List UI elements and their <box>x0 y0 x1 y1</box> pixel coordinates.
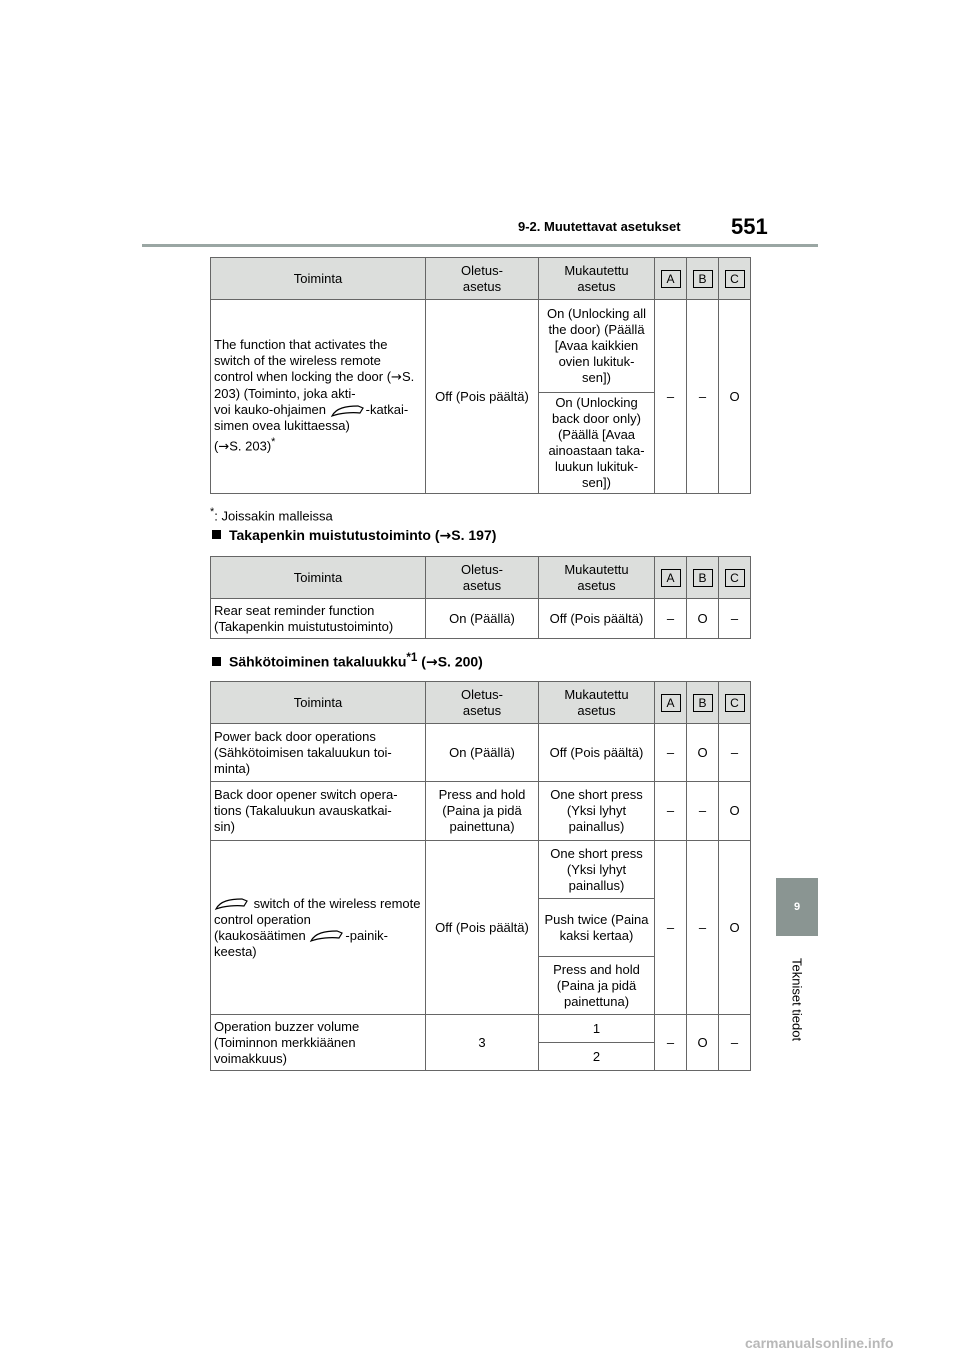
col-b-label: B <box>693 694 713 712</box>
col-a <box>655 682 687 724</box>
section-heading-sup: *1 <box>406 651 418 664</box>
remote-lock-icon <box>330 404 366 418</box>
cell-b: – <box>687 782 719 841</box>
function-text: switch of the wireless remote control operation <box>214 895 421 927</box>
col-default: Oletus- asetus <box>426 682 539 724</box>
col-a-label: A <box>661 569 681 587</box>
col-c <box>719 258 751 300</box>
default-cell: Press and hold (Paina ja pidä painettuna) <box>426 782 539 841</box>
table-header-row <box>211 682 751 724</box>
col-function: Toiminta <box>211 258 426 300</box>
function-text: -katkai- simen ovea lukittaessa) ( <box>214 402 409 454</box>
custom-cell: On (Unlocking all the door) (Päällä [Avaa kaikkien ovien lukituk- sen]) <box>539 300 655 393</box>
custom-cell: Press and hold (Paina ja pidä painettuna) <box>539 957 655 1015</box>
col-a-label: A <box>661 270 681 288</box>
section-heading-ref: S. 197) <box>451 527 497 543</box>
col-a <box>655 557 687 599</box>
remote-lock-icon <box>309 929 345 943</box>
col-c-label: C <box>725 270 745 288</box>
table-header-row <box>211 557 751 599</box>
cell-c: O <box>719 782 751 841</box>
cell-b: O <box>687 724 719 782</box>
col-b-label: B <box>693 270 713 288</box>
header-rule <box>142 244 818 247</box>
chapter-number: 9 <box>793 901 801 913</box>
cell-b: O <box>687 1015 719 1071</box>
cell-a: – <box>655 782 687 841</box>
custom-cell: 1 <box>539 1015 655 1043</box>
custom-cell: Off (Pois päältä) <box>539 724 655 782</box>
table-row <box>211 1015 751 1043</box>
col-custom: Mukautettu asetus <box>539 557 655 599</box>
function-text: S. 203) <box>229 438 272 454</box>
col-c <box>719 557 751 599</box>
cell-a: – <box>655 300 687 494</box>
cell-a: – <box>655 1015 687 1071</box>
function-text: The function that activates the switch of the wireless remote control when locking the door ( <box>214 337 392 385</box>
col-a <box>655 258 687 300</box>
cell-a: – <box>655 599 687 639</box>
custom-cell: One short press (Yksi lyhyt painallus) <box>539 841 655 899</box>
bullet-square-icon <box>212 657 221 666</box>
custom-cell: One short press (Yksi lyhyt painallus) <box>539 782 655 841</box>
watermark: carmanualsonline.info <box>745 1335 894 1351</box>
col-c-label: C <box>725 569 745 587</box>
section-heading-text: Sähkötoiminen takaluukku <box>229 653 407 670</box>
function-cell: Operation buzzer volume (Toiminnon merkkiäänen voimakkuus) <box>211 1015 426 1071</box>
col-function: Toiminta <box>211 682 426 724</box>
function-cell: Power back door operations (Sähkötoimisen takaluukun toi- minta) <box>211 724 426 782</box>
section-heading-ref: S. 200) <box>437 653 483 670</box>
cell-a: – <box>655 841 687 1015</box>
section-heading-text: ( <box>417 653 426 670</box>
cell-c: O <box>719 300 751 494</box>
custom-cell: On (Unlocking back door only) (Päällä [Avaa ainoastaan taka- luukun lukituk- sen]) <box>539 393 655 494</box>
col-custom: Mukautettu asetus <box>539 682 655 724</box>
cell-c: – <box>719 599 751 639</box>
function-cell: Rear seat reminder function (Takapenkin muistutustoiminto) <box>211 599 426 639</box>
col-b <box>687 258 719 300</box>
table-row <box>211 782 751 841</box>
function-cell <box>211 300 426 494</box>
table-row <box>211 841 751 899</box>
table-row <box>211 724 751 782</box>
table-row <box>211 599 751 639</box>
page-number: 551 <box>731 214 768 239</box>
settings-table-2 <box>210 556 751 639</box>
default-cell: On (Päällä) <box>426 724 539 782</box>
function-cell <box>211 841 426 1015</box>
footnote-mark: * <box>210 506 215 518</box>
bullet-square-icon <box>212 530 221 539</box>
cell-c: O <box>719 841 751 1015</box>
section-heading-text: Takapenkin muistutustoiminto ( <box>229 527 440 543</box>
col-b <box>687 557 719 599</box>
page-ref-arrow: → <box>439 528 452 544</box>
settings-table-3 <box>210 681 751 1071</box>
default-cell: Off (Pois päältä) <box>426 300 539 494</box>
chapter-tab <box>776 878 818 936</box>
section-title: 9-2. Muutettavat asetukset <box>518 219 681 234</box>
section-heading <box>212 527 496 544</box>
default-cell: 3 <box>426 1015 539 1071</box>
col-default: Oletus- asetus <box>426 258 539 300</box>
function-text: -painik- keesta) <box>214 927 389 959</box>
table-row <box>211 300 751 393</box>
col-default: Oletus- asetus <box>426 557 539 599</box>
page-ref-arrow: → <box>391 370 402 386</box>
section-heading <box>212 651 483 671</box>
custom-cell: Off (Pois päältä) <box>539 599 655 639</box>
col-c-label: C <box>725 694 745 712</box>
cell-b: – <box>687 841 719 1015</box>
footnote-text: : Joissakin malleissa <box>214 508 333 524</box>
col-custom: Mukautettu asetus <box>539 258 655 300</box>
page-ref-arrow: → <box>218 439 230 455</box>
col-c <box>719 682 751 724</box>
remote-lock-icon <box>214 897 250 911</box>
function-text: S. 203) (Toiminto, joka akti- voi kauko-ohjaimen <box>214 369 415 418</box>
table-header-row <box>211 258 751 300</box>
col-b <box>687 682 719 724</box>
chapter-label <box>776 945 818 1055</box>
default-cell: Off (Pois päältä) <box>426 841 539 1015</box>
page-ref-arrow: → <box>425 654 438 671</box>
cell-c: – <box>719 1015 751 1071</box>
chapter-label-text: Tekniset tiedot <box>789 958 805 1042</box>
footnote-mark: * <box>271 436 276 449</box>
custom-cell: Push twice (Paina kaksi kertaa) <box>539 899 655 957</box>
default-cell: On (Päällä) <box>426 599 539 639</box>
settings-table-1 <box>210 257 751 494</box>
cell-b: – <box>687 300 719 494</box>
cell-c: – <box>719 724 751 782</box>
cell-b: O <box>687 599 719 639</box>
col-b-label: B <box>693 569 713 587</box>
function-cell: Back door opener switch opera- tions (Takaluukun avauskatkai- sin) <box>211 782 426 841</box>
col-function: Toiminta <box>211 557 426 599</box>
cell-a: – <box>655 724 687 782</box>
function-text: (kaukosäätimen <box>214 927 310 943</box>
col-a-label: A <box>661 694 681 712</box>
custom-cell: 2 <box>539 1043 655 1071</box>
footnote <box>210 506 333 523</box>
